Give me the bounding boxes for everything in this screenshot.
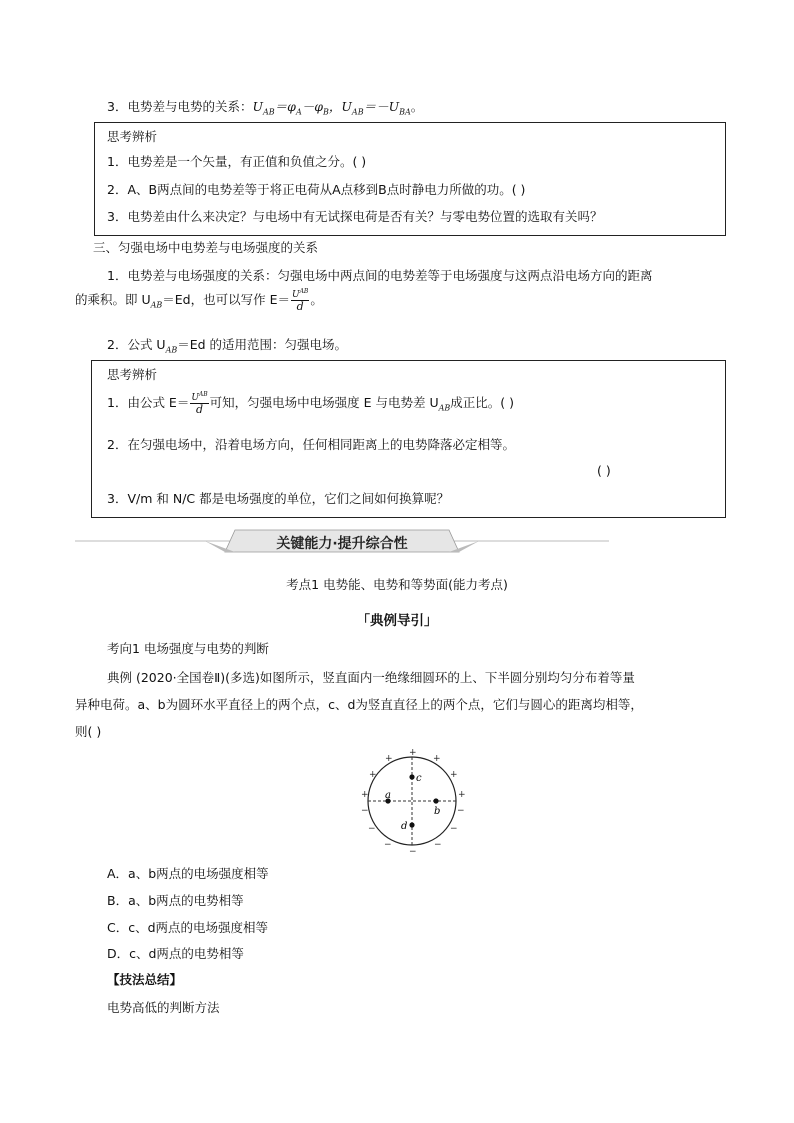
section3-item2 xyxy=(107,335,347,355)
example-line-2: 异种电荷。a、b为圆环水平直径上的两个点，c、d为竖直直径上的两个点，它们与圆心的距离均相等， xyxy=(75,697,643,712)
text: 。 xyxy=(310,292,323,307)
minus-sign: − xyxy=(450,824,458,834)
plus-sign: + xyxy=(385,754,393,764)
plus-sign: + xyxy=(458,790,466,800)
minus-sign: − xyxy=(457,806,465,816)
fraction xyxy=(291,289,309,312)
label-d: d xyxy=(401,821,408,832)
box2-heading: 思考辨析 xyxy=(107,367,158,382)
text: BA xyxy=(399,107,411,117)
section3-item1-line1: 1．电势差与电场强度的关系：匀强电场中两点间的电势差等于电场强度与这两点沿电场方向的距离 xyxy=(107,268,653,283)
section3-heading: 三、匀强电场中电势差与电场强度的关系 xyxy=(93,240,319,255)
text: ＝Ed，也可以写作 E＝ xyxy=(162,292,290,307)
text: AB xyxy=(299,288,309,295)
plus-sign: + xyxy=(409,748,417,758)
text: AB xyxy=(150,300,163,310)
text: 可知，匀强电场中电场强度 E 与电势差 U xyxy=(209,395,439,410)
box2-question-2-bracket: ( ) xyxy=(597,463,611,478)
text: U xyxy=(252,99,264,114)
example-line-1: 典例 (2020·全国卷Ⅱ)(多选)如图所示，竖直面内一绝缘细圆环的上、下半圆分别均匀分布着等量 xyxy=(107,670,635,685)
box1-question-1: 1．电势差是一个矢量，有正值和负值之分。( ) xyxy=(107,154,367,169)
text: 3．电势差与电势的关系： xyxy=(107,99,253,114)
charged-ring-figure xyxy=(357,747,467,857)
summary-text: 电势高低的判断方法 xyxy=(107,1000,220,1015)
text: ，U xyxy=(328,99,352,114)
text: A xyxy=(295,107,302,117)
text: －φ xyxy=(301,99,323,114)
box1-question-2: 2．A、B两点间的电势差等于将正电荷从A点移到B点时静电力所做的功。( ) xyxy=(107,182,526,197)
label-b: b xyxy=(434,806,441,817)
minus-charges xyxy=(361,806,465,857)
label-a: a xyxy=(385,790,391,801)
text: ＝－U xyxy=(363,99,400,114)
example-line-3: 则( ) xyxy=(75,724,102,739)
option-b: B．a、b两点的电势相等 xyxy=(107,893,244,908)
text: d xyxy=(296,300,304,313)
summary-heading: 【技法总结】 xyxy=(107,972,183,987)
plus-sign: + xyxy=(433,754,441,764)
option-c: C．c、d两点的电场强度相等 xyxy=(107,920,269,935)
text: 。 xyxy=(410,99,424,114)
box1-question-3: 3．电势差由什么来决定？与电场中有无试探电荷是否有关？与零电势位置的选取有关吗？ xyxy=(107,209,603,224)
point-c xyxy=(409,774,414,779)
potential-relation-line xyxy=(107,97,423,117)
text: AB xyxy=(198,391,208,398)
kaoxiang-title: 考向1 电场强度与电势的判断 xyxy=(107,641,269,656)
option-a: A．a、b两点的电场强度相等 xyxy=(107,866,269,881)
minus-sign: − xyxy=(384,840,392,850)
text: ＝Ed 的适用范围：匀强电场。 xyxy=(177,337,348,352)
section3-item1-line2 xyxy=(75,289,323,312)
ring xyxy=(368,757,456,845)
text: U xyxy=(191,393,199,403)
minus-sign: − xyxy=(361,806,369,816)
label-c: c xyxy=(416,773,422,784)
plus-sign: + xyxy=(450,770,458,780)
option-d: D．c、d两点的电势相等 xyxy=(107,946,244,961)
kaodian-title: 考点1 电势能、电势和等势面(能力考点) xyxy=(286,577,508,592)
text: 1．由公式 E＝ xyxy=(107,395,190,410)
box2-question-2: 2．在匀强电场中，沿着电场方向，任何相同距离上的电势降落必定相等。 xyxy=(107,437,515,452)
section-banner xyxy=(75,526,609,556)
fraction xyxy=(190,392,208,415)
banner-text: 关键能力·提升综合性 xyxy=(276,536,408,552)
text: AB xyxy=(263,107,275,117)
text: ＝φ xyxy=(274,99,296,114)
point-b xyxy=(433,798,438,803)
text: 的乘积。即 U xyxy=(75,292,151,307)
text: d xyxy=(195,403,204,416)
box1-heading: 思考辨析 xyxy=(107,129,158,144)
minus-sign: − xyxy=(434,840,442,850)
dianli-title: 「典例导引」 xyxy=(356,613,438,629)
minus-sign: − xyxy=(409,847,417,857)
plus-sign: + xyxy=(361,790,369,800)
text: 成正比。( ) xyxy=(450,395,515,410)
text: U xyxy=(292,290,300,300)
text: AB xyxy=(165,345,178,355)
box2-question-3: 3．V/m 和 N/C 都是电场强度的单位，它们之间如何换算呢？ xyxy=(107,491,450,506)
text: AB xyxy=(438,403,451,413)
text: 2．公式 U xyxy=(107,337,166,352)
point-d xyxy=(409,822,414,827)
box2-question-1 xyxy=(107,392,514,415)
text: B xyxy=(322,107,329,117)
text: AB xyxy=(351,107,364,117)
plus-sign: + xyxy=(369,770,377,780)
minus-sign: − xyxy=(368,824,376,834)
